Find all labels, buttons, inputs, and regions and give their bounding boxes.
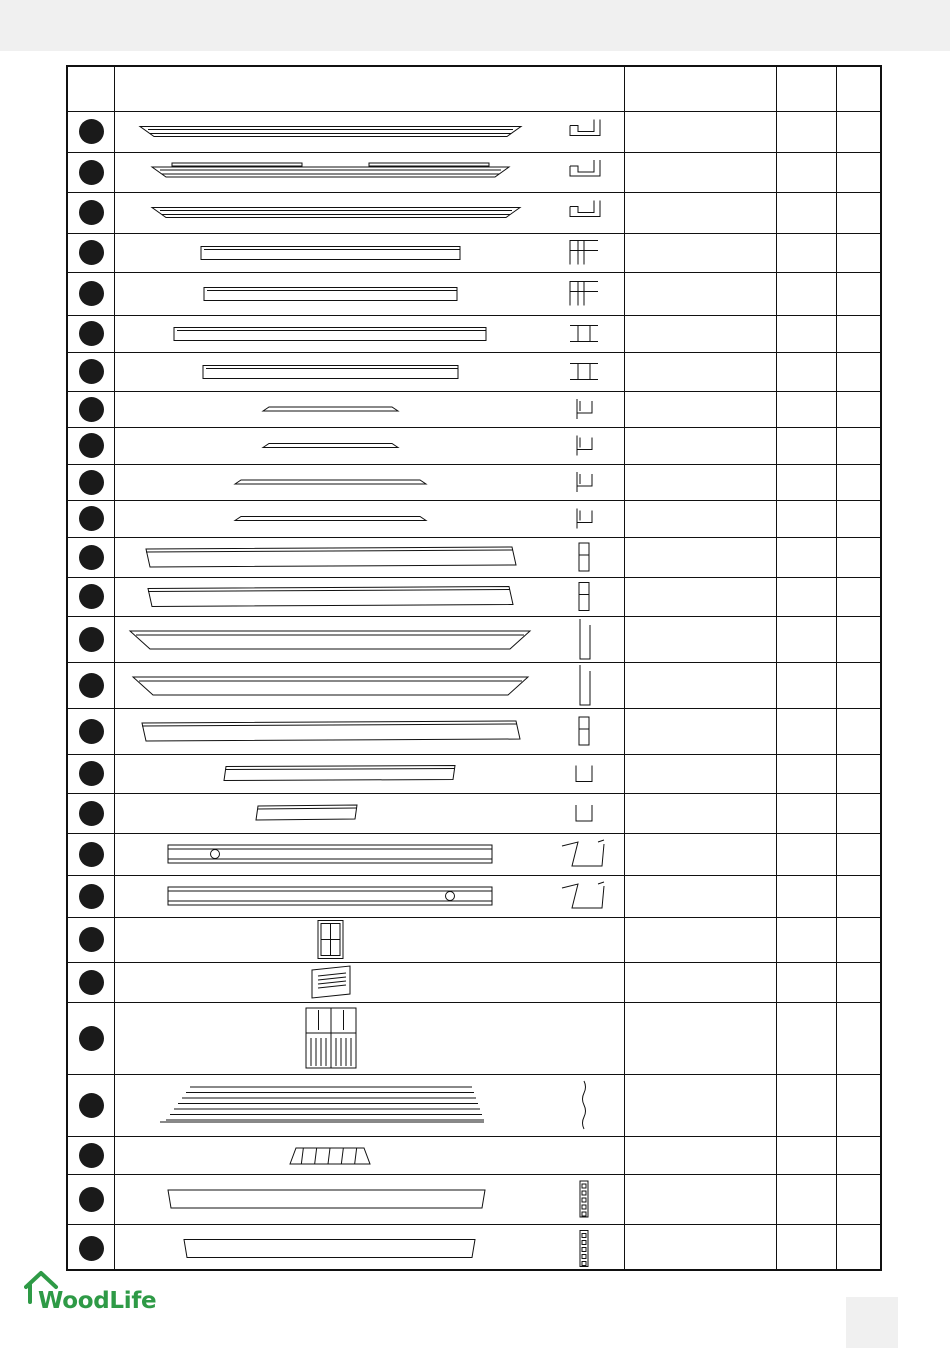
part-row (68, 352, 880, 391)
part-row (68, 1136, 880, 1174)
part-row (68, 315, 880, 352)
part-row (68, 152, 880, 192)
part-row (68, 708, 880, 754)
part-number-badge (79, 719, 104, 744)
page-number (846, 1297, 898, 1348)
part-number-badge (79, 673, 104, 698)
part-number-badge (79, 359, 104, 384)
part-row (68, 962, 880, 1002)
part-row (68, 500, 880, 537)
woodlife-logo (24, 1270, 174, 1318)
part-number-badge (79, 160, 104, 185)
part-number-badge (79, 1093, 104, 1118)
part-row (68, 272, 880, 315)
part-number-badge (79, 1026, 104, 1051)
part-row (68, 111, 880, 152)
part-number-badge (79, 545, 104, 570)
part-number-badge (79, 761, 104, 786)
part-row (68, 793, 880, 833)
part-row (68, 1002, 880, 1074)
part-row (68, 616, 880, 662)
logo-wordmark: WoodLife (38, 1288, 157, 1314)
part-row (68, 1174, 880, 1224)
part-row (68, 875, 880, 917)
part-number-badge (79, 321, 104, 346)
part-number-badge (79, 627, 104, 652)
part-number-badge (79, 584, 104, 609)
part-row (68, 192, 880, 233)
part-number-badge (79, 1187, 104, 1212)
parts-table (66, 65, 882, 1271)
part-number-badge (79, 1143, 104, 1168)
top-band (0, 0, 950, 51)
part-row (68, 1224, 880, 1273)
part-number-badge (79, 200, 104, 225)
part-row (68, 427, 880, 464)
part-row (68, 754, 880, 793)
part-number-badge (79, 397, 104, 422)
header-row (68, 67, 880, 111)
part-row (68, 464, 880, 500)
part-number-badge (79, 1236, 104, 1261)
part-number-badge (79, 927, 104, 952)
part-row (68, 577, 880, 616)
part-row (68, 833, 880, 875)
part-row (68, 391, 880, 427)
part-number-badge (79, 970, 104, 995)
part-row (68, 233, 880, 272)
part-number-badge (79, 801, 104, 826)
part-row (68, 537, 880, 577)
part-number-badge (79, 470, 104, 495)
part-row (68, 662, 880, 708)
part-number-badge (79, 506, 104, 531)
part-row (68, 917, 880, 962)
part-number-badge (79, 240, 104, 265)
part-row (68, 1074, 880, 1136)
part-number-badge (79, 884, 104, 909)
part-number-badge (79, 842, 104, 867)
part-number-badge (79, 119, 104, 144)
part-number-badge (79, 281, 104, 306)
part-number-badge (79, 433, 104, 458)
